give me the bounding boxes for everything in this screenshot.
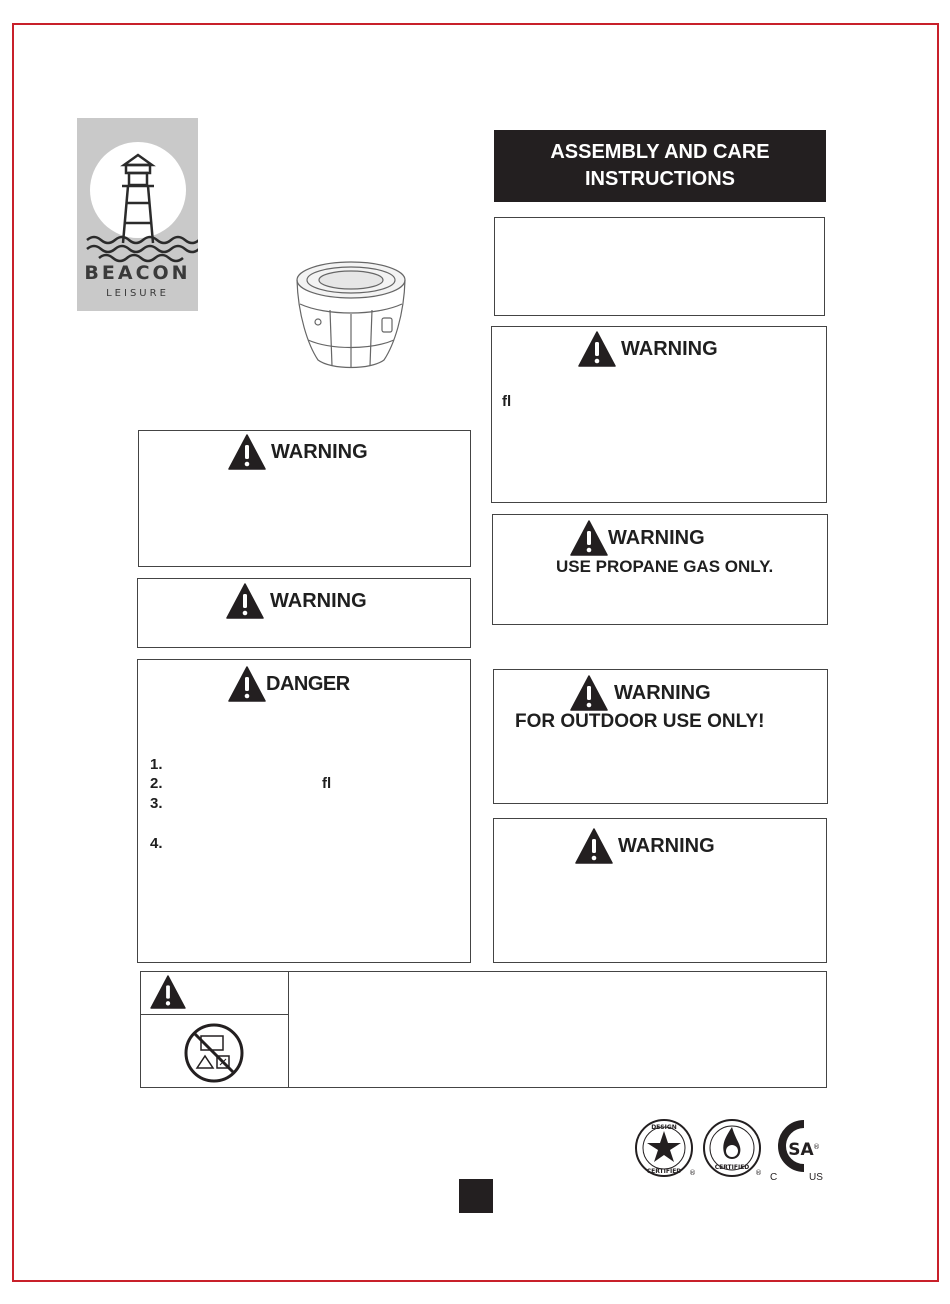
warning-label: WARNING — [270, 589, 367, 612]
design-certified-text: CERTIFIED — [646, 1168, 682, 1175]
flame-certified-text: CERTIFIED — [714, 1164, 750, 1171]
danger-item-2: 2. — [150, 775, 163, 792]
design-text: DESIGN — [651, 1124, 677, 1131]
info-box-empty — [494, 217, 825, 316]
flame-certified-mark — [704, 1120, 762, 1177]
danger-item-3: 3. — [150, 795, 163, 812]
ligature-fragment: ﬂ — [502, 393, 512, 410]
danger-label: DANGER — [266, 672, 350, 695]
ligature-fragment: ﬂ — [322, 775, 332, 792]
warning-triangle-icon — [150, 975, 186, 1009]
csa-c: C — [770, 1172, 778, 1183]
warning-header-right-4 — [575, 827, 715, 865]
warning-label: WARNING — [271, 440, 368, 463]
warning-triangle-icon — [575, 828, 613, 864]
danger-box — [137, 659, 471, 963]
brand-name: BEACON — [84, 262, 191, 284]
warning-triangle-icon — [228, 666, 266, 702]
csa-mark — [770, 1124, 823, 1183]
warning-triangle-icon — [578, 331, 616, 367]
document-title — [494, 130, 826, 202]
warning-header-propane — [570, 519, 705, 557]
warning-header-outdoor — [570, 674, 711, 712]
reg-mark: ® — [689, 1169, 696, 1177]
warning-triangle-icon — [228, 434, 266, 470]
reg-mark: ® — [813, 1143, 820, 1151]
design-certified-mark — [636, 1120, 696, 1177]
reg-mark: ® — [755, 1169, 762, 1177]
certification-marks — [634, 1117, 830, 1183]
warning-label: WARNING — [618, 834, 715, 857]
warning-label: WARNING — [608, 526, 705, 549]
danger-item-4: 4. — [150, 835, 163, 852]
svg-text:SA: SA — [788, 1140, 814, 1160]
outdoor-use-notice: FOR OUTDOOR USE ONLY! — [515, 711, 765, 732]
title-line-1: ASSEMBLY AND CARE — [550, 141, 770, 163]
warning-triangle-icon — [570, 675, 608, 711]
csa-us: US — [809, 1172, 823, 1183]
warning-header-left-1 — [228, 433, 368, 471]
warning-triangle-icon — [570, 520, 608, 556]
warning-triangle-icon — [226, 583, 264, 619]
symbol-column — [141, 972, 289, 1087]
fire-pit-illustration — [296, 260, 406, 372]
symbol-table — [140, 971, 827, 1088]
danger-item-1: 1. — [150, 756, 163, 773]
page-number-block — [459, 1179, 493, 1213]
warning-header-left-2 — [226, 582, 367, 620]
table-divider — [141, 1014, 288, 1015]
warning-label: WARNING — [621, 337, 718, 360]
propane-only-notice: USE PROPANE GAS ONLY. — [556, 557, 774, 576]
no-enclosed-space-icon — [183, 1022, 245, 1084]
warning-label: WARNING — [614, 681, 711, 704]
title-line-2: INSTRUCTIONS — [585, 168, 735, 190]
danger-header — [228, 665, 350, 703]
brand-tagline: LEISURE — [106, 288, 169, 299]
warning-header-right-1 — [578, 330, 718, 368]
beacon-leisure-logo — [77, 118, 198, 311]
